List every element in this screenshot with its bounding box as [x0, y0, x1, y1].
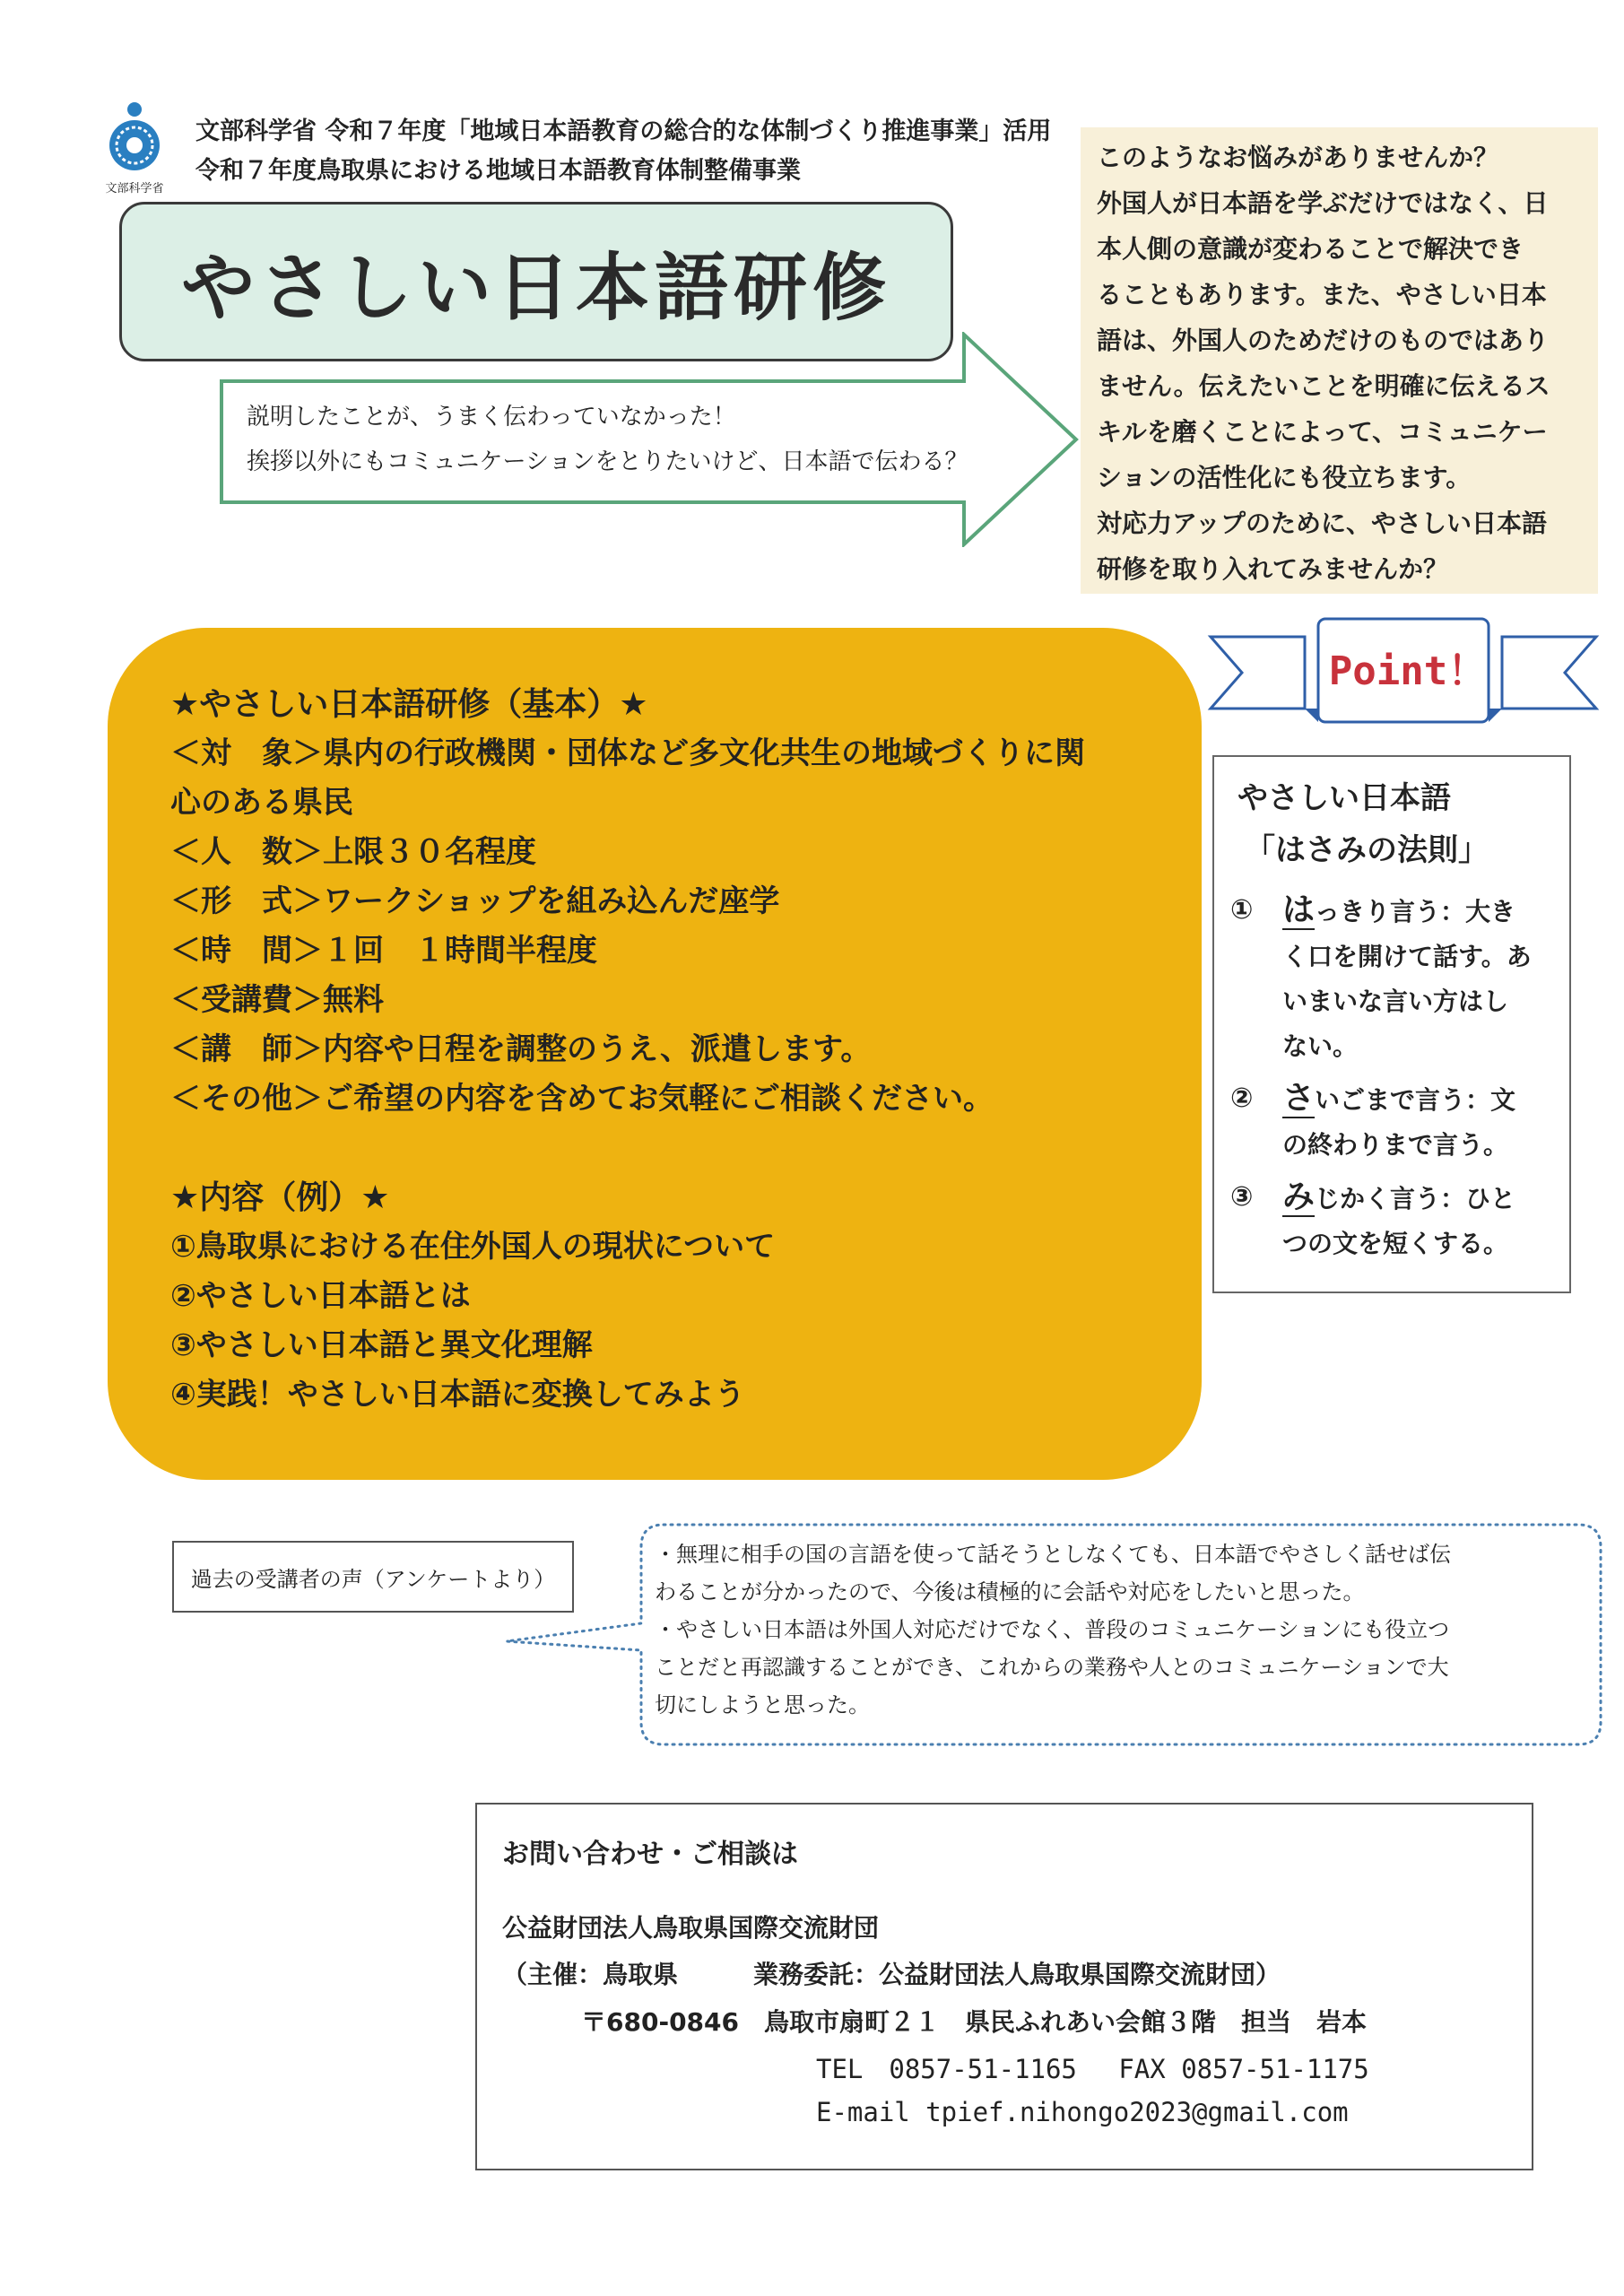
rule-number: ③ — [1230, 1181, 1254, 1213]
rule-key: は — [1282, 891, 1316, 928]
worry-line: 本人側の意識が変わることで解決でき — [1097, 234, 1524, 264]
rule-text: じかく言う：ひと — [1315, 1184, 1516, 1213]
course-content — [170, 680, 1175, 1420]
voice-line: ・やさしい日本語は外国人対応だけでなく、普段のコミュニケーションにも役立つ — [655, 1617, 1450, 1642]
worry-line: このようなお悩みがありませんか？ — [1097, 143, 1499, 172]
page-title: やさしい日本語研修 — [180, 245, 891, 331]
hasami-subtitle: 「はさみの法則」 — [1245, 832, 1489, 868]
rule-text: の終わりまで言う。 — [1282, 1130, 1509, 1160]
course-target-cont: 心のある県民 — [170, 785, 353, 821]
voice-line: ・無理に相手の国の言語を使って話そうとしなくても、日本語でやさしく話せば伝 — [655, 1542, 1451, 1567]
worry-line: ションの活性化にも役立ちます。 — [1097, 463, 1472, 492]
course-basic-title: ★やさしい日本語研修（基本）★ — [170, 686, 648, 723]
mext-logo — [100, 100, 172, 199]
contact-phone-fax: TEL 0857-51-1165 FAX 0857-51-1175 — [816, 2054, 1369, 2084]
worry-line: ることもあります。また、やさしい日本 — [1097, 280, 1547, 309]
worry-line: キルを磨くことによって、コミュニケー — [1097, 417, 1548, 447]
worry-line: 語は、外国人のためだけのものではあり — [1097, 326, 1550, 355]
rule-item — [1230, 1076, 1562, 1168]
contact-org: 公益財団法人鳥取県国際交流財団 — [502, 1913, 880, 1943]
rule-item — [1230, 888, 1562, 1069]
rule-number: ① — [1230, 894, 1254, 926]
course-content-item: ④実践！やさしい日本語に変換してみよう — [170, 1377, 745, 1413]
contact-heading: お問い合わせ・ご相談は — [502, 1839, 798, 1870]
worry-line: ません。伝えたいことを明確に伝えるス — [1097, 371, 1550, 401]
rule-key: み — [1282, 1178, 1316, 1215]
course-other: ＜その他＞ご希望の内容を含めてお気軽にご相談ください。 — [170, 1081, 994, 1117]
voice-line: わることが分かったので、今後は積極的に会話や対応をしたいと思った。 — [655, 1579, 1365, 1605]
contact-sponsor: （主催：鳥取県 業務委託：公益財団法人鳥取県国際交流財団） — [502, 1960, 1281, 1989]
course-number: ＜人 数＞上限３０名程度 — [170, 834, 536, 870]
rule-text: っきり言う：大き — [1315, 897, 1516, 926]
course-fee: ＜受講費＞無料 — [170, 982, 384, 1018]
rule-text: ない。 — [1282, 1031, 1359, 1061]
course-content-item: ③やさしい日本語と異文化理解 — [170, 1327, 593, 1363]
course-target: ＜対 象＞県内の行政機関・団体など多文化共生の地域づくりに関 — [170, 735, 1085, 771]
worry-line: 研修を取り入れてみませんか？ — [1097, 554, 1449, 584]
voice-line: ことだと再認識することができ、これからの業務や人とのコミュニケーションで大 — [655, 1655, 1449, 1680]
course-time: ＜時 間＞１回 １時間半程度 — [170, 933, 597, 969]
contact-address: 〒680-0846 鳥取市扇町２１ 県民ふれあい会館３階 担当 岩本 — [581, 2007, 1368, 2037]
header-line-1: 文部科学省 令和７年度「地域日本語教育の総合的な体制づくり推進事業」活用 — [195, 117, 1052, 145]
rule-text: いまいな言い方はし — [1282, 987, 1509, 1016]
worry-line: 外国人が日本語を学ぶだけではなく、日 — [1097, 188, 1549, 218]
worry-box — [1081, 127, 1598, 594]
hasami-title: やさしい日本語 — [1238, 780, 1451, 816]
course-content-item: ①鳥取県における在住外国人の現状について — [170, 1229, 776, 1265]
svg-text:文部科学省: 文部科学省 — [105, 182, 164, 196]
contact-email[interactable]: E-mail tpief.nihongo2023@gmail.com — [816, 2097, 1349, 2127]
worry-line: 対応力アップのために、やさしい日本語 — [1097, 509, 1548, 538]
point-label: Point！ — [1328, 648, 1488, 694]
voice-text — [655, 1535, 1587, 1724]
course-content-title: ★内容（例）★ — [170, 1179, 390, 1216]
rule-text: いごまで言う：文 — [1315, 1085, 1516, 1115]
voice-line: 切にしようと思った。 — [655, 1692, 870, 1718]
rule-key: さ — [1282, 1080, 1316, 1117]
rule-text: つの文を短くする。 — [1282, 1229, 1509, 1258]
rule-item — [1230, 1175, 1562, 1266]
arrow-line: 挨拶以外にもコミュニケーションをとりたいけど、日本語で伝わる？ — [247, 448, 968, 475]
rule-text: く口を開けて話す。あ — [1282, 942, 1532, 971]
course-content-item: ②やさしい日本語とは — [170, 1278, 471, 1314]
course-instructor: ＜講 師＞内容や日程を調整のうえ、派遣します。 — [170, 1031, 872, 1067]
header-line-2: 令和７年度鳥取県における地域日本語教育体制整備事業 — [195, 157, 801, 185]
rule-number: ② — [1230, 1083, 1254, 1114]
arrow-line: 説明したことが、うまく伝わっていなかった！ — [247, 404, 736, 430]
course-format: ＜形 式＞ワークショップを組み込んだ座学 — [170, 883, 780, 919]
arrow-text — [247, 395, 1000, 484]
voice-label: 過去の受講者の声（アンケートより） — [172, 1541, 574, 1613]
